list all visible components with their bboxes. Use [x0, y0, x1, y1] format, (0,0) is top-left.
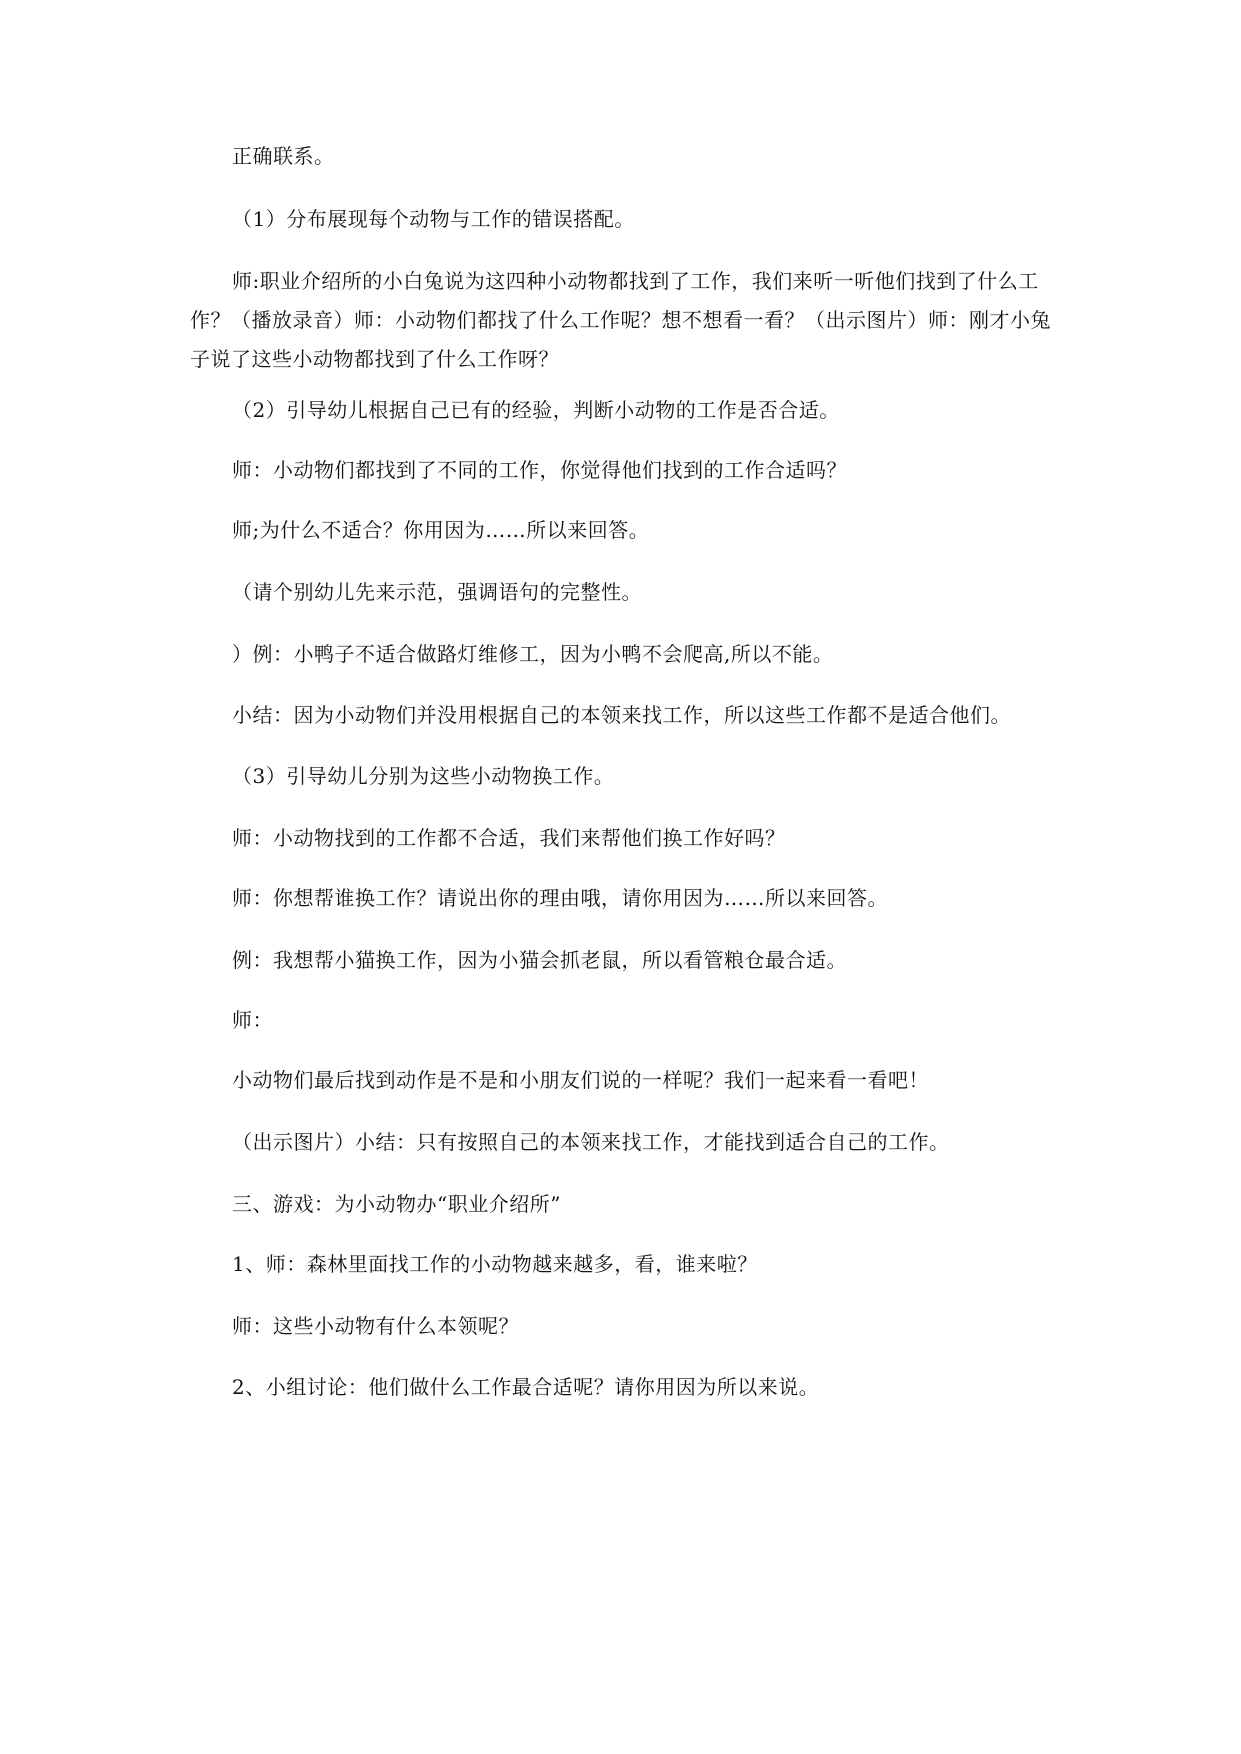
paragraph-12: 师：你想帮谁换工作？请说出你的理由哦，请你用因为……所以来回答。 [232, 886, 888, 910]
paragraph-7: （请个别幼儿先来示范，强调语句的完整性。 [232, 580, 642, 604]
paragraph-20: 2、小组讨论：他们做什么工作最合适呢？请你用因为所以来说。 [232, 1375, 820, 1399]
paragraph-17: 三、游戏：为小动物办“职业介绍所” [232, 1192, 561, 1216]
paragraph-6: 师;为什么不适合？你用因为……所以来回答。 [232, 518, 650, 542]
paragraph-10: （3）引导幼儿分别为这些小动物换工作。 [232, 764, 615, 788]
paragraph-1: 正确联系。 [232, 144, 335, 168]
paragraph-2: （1）分布展现每个动物与工作的错误搭配。 [232, 207, 635, 231]
paragraph-9: 小结：因为小动物们并没用根据自己的本领来找工作，所以这些工作都不是适合他们。 [232, 703, 1011, 727]
paragraph-19: 师：这些小动物有什么本领呢？ [232, 1314, 519, 1338]
paragraph-18: 1、师：森林里面找工作的小动物越来越多，看，谁来啦？ [232, 1252, 758, 1276]
paragraph-11: 师：小动物找到的工作都不合适，我们来帮他们换工作好吗？ [232, 826, 786, 850]
paragraph-4: （2）引导幼儿根据自己已有的经验，判断小动物的工作是否合适。 [232, 398, 840, 422]
paragraph-15: 小动物们最后找到动作是不是和小朋友们说的一样呢？我们一起来看一看吧！ [232, 1068, 929, 1092]
paragraph-5: 师：小动物们都找到了不同的工作，你觉得他们找到的工作合适吗？ [232, 458, 847, 482]
paragraph-14: 师： [232, 1008, 273, 1032]
paragraph-13: 例：我想帮小猫换工作，因为小猫会抓老鼠，所以看管粮仓最合适。 [232, 948, 847, 972]
paragraph-8: ）例：小鸭子不适合做路灯维修工，因为小鸭不会爬高,所以不能。 [232, 642, 834, 666]
paragraph-16: （出示图片）小结：只有按照自己的本领来找工作，才能找到适合自己的工作。 [232, 1130, 950, 1154]
paragraph-3: 师:职业介绍所的小白兔说为这四种小动物都找到了工作，我们来听一听他们找到了什么工作？（播放录音）师：小动物们都找了什么工作呢？想不想看一看？（出示图片）师：刚才小兔子说了这些小动物都找到了什么工作呀？ [190, 269, 1051, 371]
